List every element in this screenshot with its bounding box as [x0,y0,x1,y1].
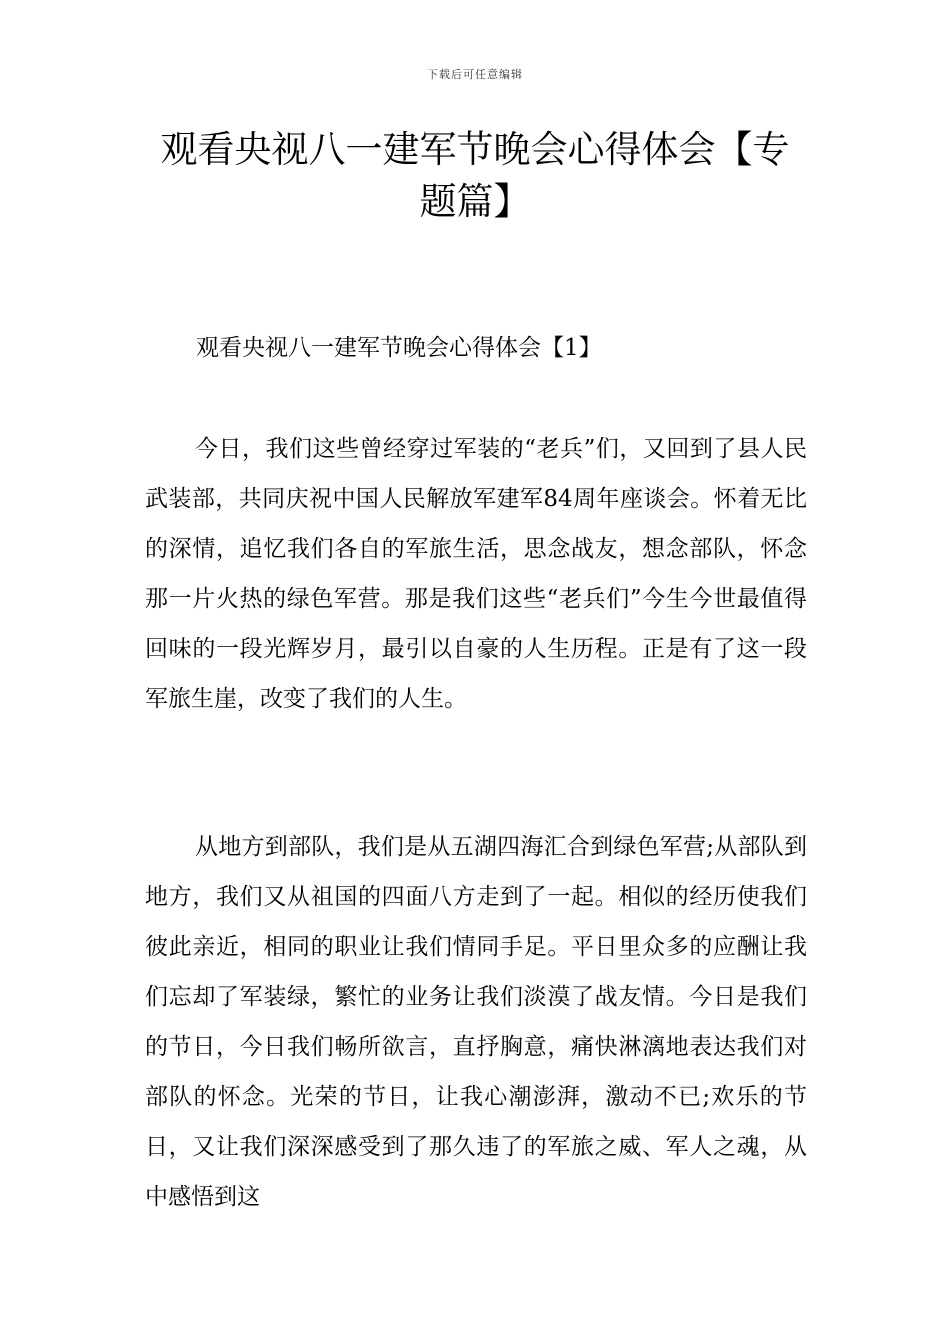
document-title: 观看央视八一建军节晚会心得体会【专题篇】 [160,128,790,223]
body-paragraph: 今日，我们这些曾经穿过军装的“老兵”们，又回到了县人民武装部，共同庆祝中国人民解放军建军84周年座谈会。怀着无比的深情，追忆我们各自的军旅生活，思念战友，想念部队，怀念那一片火热的绿色军营。那是我们这些“老兵们”今生今世最值得回味的一段光辉岁月，最引以自豪的人生历程。正是有了这一段军旅生崖，改变了我们的人生。 [145,436,807,712]
body-paragraph: 从地方到部队，我们是从五湖四海汇合到绿色军营;从部队到地方，我们又从祖国的四面八方走到了一起。相似的经历使我们彼此亲近，相同的职业让我们情同手足。平日里众多的应酬让我们忘却了军装绿，繁忙的业务让我们淡漠了战友情。今日是我们的节日，今日我们畅所欲言，直抒胸意，痛快淋漓地表达我们对部队的怀念。光荣的节日，让我心潮澎湃，激动不已;欢乐的节日，又让我们深深感受到了那久违了的军旅之威、军人之魂，从中感悟到这 [145,834,807,1210]
header-note: 下载后可任意编辑 [427,68,523,81]
section-heading: 观看央视八一建军节晚会心得体会【1】 [196,335,602,361]
